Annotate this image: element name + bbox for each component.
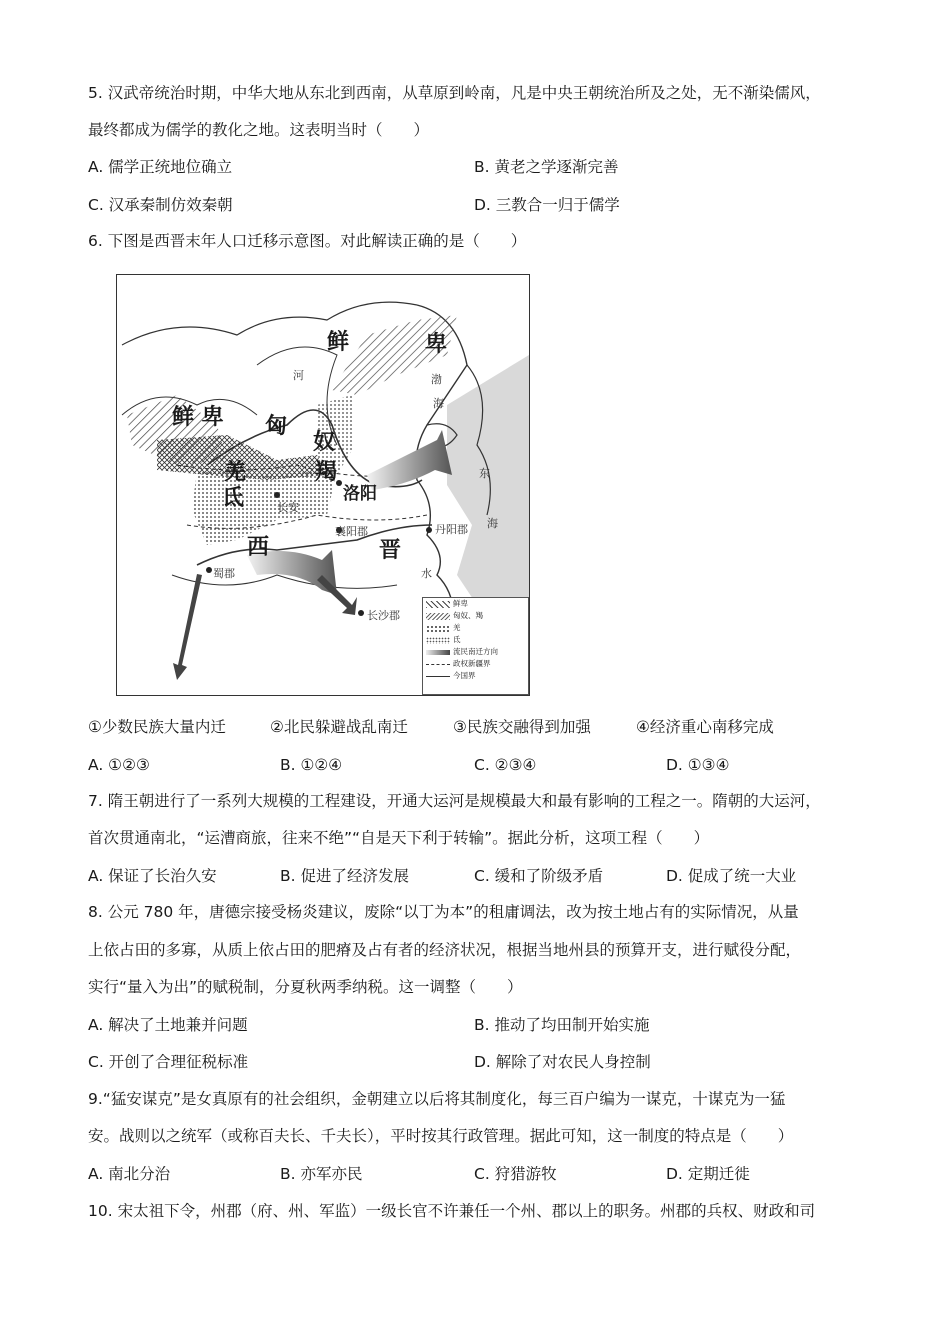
label-jin: 晋 [379,538,402,563]
arrow-east [367,430,452,490]
q6-statement-1: ①少数民族大量内迁 [88,718,226,736]
q6-statement-4: ④经济重心南移完成 [636,718,774,736]
q8-stem-line1: 8. 公元 780 年，唐德宗接受杨炎建议，废除“以丁为本”的租庸调法，改为按土地占有的实际情况，从量 [88,903,799,921]
q9-option-a[interactable]: A. 南北分治 [88,1165,171,1183]
legend-xiongnu-jie: 匈奴、羯 [423,610,528,622]
q6-option-a[interactable]: A. ①②③ [88,756,150,774]
label-xianbei-w: 鲜 卑 [172,405,224,430]
q6-statement-2: ②北民躲避战乱南迁 [270,718,408,736]
q5-option-d[interactable]: D. 三教合一归于儒学 [474,196,620,214]
q7-stem-line2: 首次贯通南北，“运漕商旅，往来不绝”“自是天下利于转输”。据此分析，这项工程（ ） [88,829,710,847]
legend-national-border: 今国界 [423,670,528,682]
q6-statement-3: ③民族交融得到加强 [453,718,591,736]
label-qiang: 羌 [224,460,247,485]
q8-option-c[interactable]: C. 开创了合理征税标准 [88,1053,249,1071]
q7-option-b[interactable]: B. 促进了经济发展 [280,867,409,885]
q5-stem-line1: 5. 汉武帝统治时期，中华大地从东北到西南，从草原到岭南，凡是中央王朝统治所及之处，无不渐染儒风， [88,84,821,102]
q6-option-c[interactable]: C. ②③④ [474,756,537,774]
legend-di: 氐 [423,634,528,646]
arrow-changsha [317,575,357,615]
label-xi: 西 [247,535,270,560]
q7-stem-line1: 7. 隋王朝进行了一系列大规模的工程建设，开通大运河是规模最大和最有影响的工程之一。隋朝的大运河， [88,792,821,810]
label-changsha: 长沙郡 [367,609,400,622]
q5-stem-line2: 最终都成为儒学的教化之地。这表明当时（ ） [88,121,430,139]
q5-option-a[interactable]: A. 儒学正统地位确立 [88,158,233,176]
q8-option-d[interactable]: D. 解除了对农民人身控制 [474,1053,651,1071]
q7-option-c[interactable]: C. 缓和了阶级矛盾 [474,867,604,885]
q10-stem-line1: 10. 宋太祖下令，州郡（府、州、军监）一级长官不许兼任一个州、郡以上的职务。州郡的兵权、财政和司 [88,1202,816,1220]
label-jie: 羯 [315,460,338,485]
label-sea-bo: 渤 [431,373,442,386]
label-xiangyang: 襄阳郡 [335,525,368,538]
label-sea-hai: 海 [433,397,444,410]
q7-option-a[interactable]: A. 保证了长治久安 [88,867,217,885]
legend-qiang: 羌 [423,622,528,634]
q6-stem: 6. 下图是西晋末年人口迁移示意图。对此解读正确的是（ ） [88,232,527,250]
q9-option-d[interactable]: D. 定期迁徙 [666,1165,750,1183]
q9-stem-line1: 9.“猛安谋克”是女真原有的社会组织，金朝建立以后将其制度化，每三百户编为一谋克，十谋克为一猛 [88,1090,786,1108]
legend-migration: 流民南迁方向 [423,646,528,658]
legend-regime-border: 政权新疆界 [423,658,528,670]
label-changan: 长安 [277,501,299,514]
map-legend [422,597,529,695]
label-xiongnu-1: 匈 [265,414,288,439]
q8-stem-line3: 实行“量入为出”的赋税制，分夏秋两季纳税。这一调整（ ） [88,978,523,996]
q5-option-c[interactable]: C. 汉承秦制仿效秦朝 [88,196,233,214]
q7-option-d[interactable]: D. 促成了统一大业 [666,867,797,885]
label-di: 氐 [222,486,245,511]
q8-stem-line2: 上依占田的多寡，从质上依占田的肥瘠及占有者的经济状况，根据当地州县的预算开支，进行赋役分配， [88,941,802,959]
label-sea-hai2: 海 [487,517,498,530]
label-sea-dong: 东 [479,467,490,480]
q6-option-b[interactable]: B. ①②④ [280,756,343,774]
label-xiongnu-2: 奴 [313,430,336,455]
q9-option-b[interactable]: B. 亦军亦民 [280,1165,363,1183]
label-danyang: 丹阳郡 [435,523,468,536]
q8-option-b[interactable]: B. 推动了均田制开始实施 [474,1016,650,1034]
legend-xianbei: 鲜卑 [423,598,528,610]
label-xianbei-ne-1: 鲜 [327,330,350,355]
q5-option-b[interactable]: B. 黄老之学逐渐完善 [474,158,619,176]
arrow-shu [173,574,202,680]
label-shujun: 蜀郡 [213,567,235,580]
q9-stem-line2: 安。战则以之统军（或称百夫长、千夫长），平时按其行政管理。据此可知，这一制度的特点是（ ） [88,1127,794,1145]
q9-option-c[interactable]: C. 狩猎游牧 [474,1165,557,1183]
label-luoyang: 洛阳 [343,484,377,504]
label-xianbei-ne-2: 卑 [425,332,448,357]
q6-option-d[interactable]: D. ①③④ [666,756,730,774]
label-river-shui: 水 [421,567,432,580]
migration-map [116,274,530,696]
q8-option-a[interactable]: A. 解决了土地兼并问题 [88,1016,248,1034]
label-river-he: 河 [293,369,304,382]
